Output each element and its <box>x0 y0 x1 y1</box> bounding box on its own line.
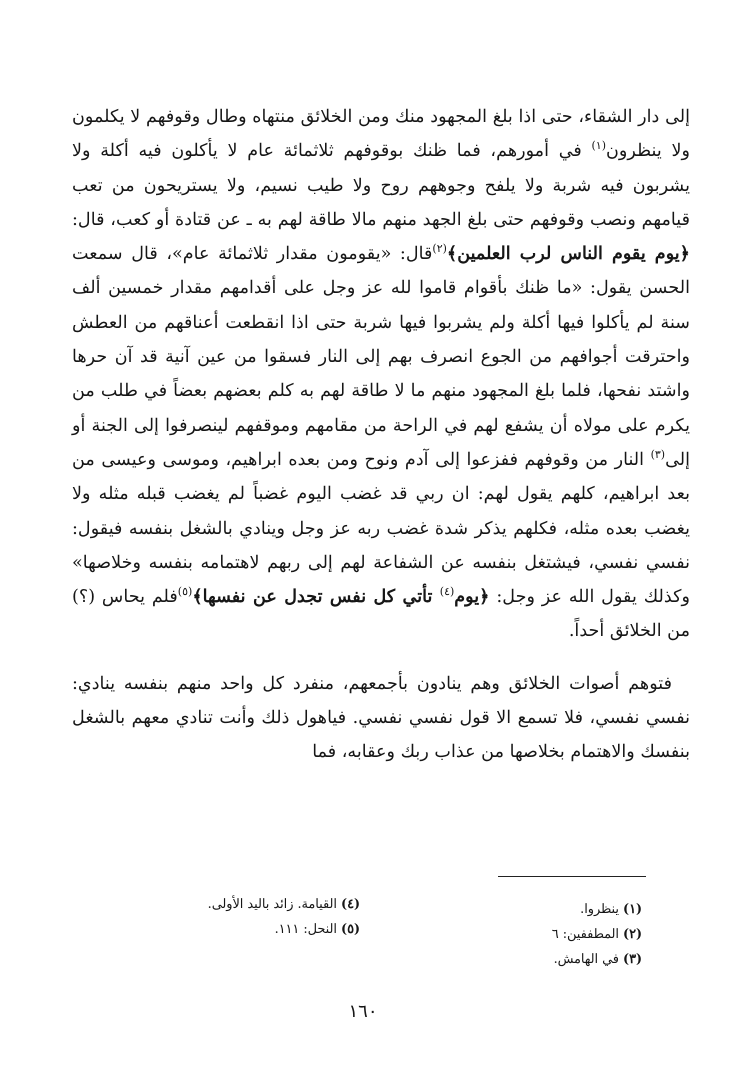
footnote-text: ينظروا. <box>580 902 623 917</box>
footnote-number: (٣) <box>623 952 642 967</box>
footnote-text: المطففين: ٦ <box>551 927 623 942</box>
main-text <box>72 100 690 770</box>
footnote-text: القيامة. زائد باليد الأولى. <box>207 897 341 912</box>
paragraph-2: فتوهم أصوات الخلائق وهم ينادون بأجمعهم، منفرد كل واحد منهم بنفسه ينادي: نفسي نفسي، فلا تسمع الا قول نفسي نفسي. فياهول ذلك وأنت تنادي معهم بالشغل بنفسك والاهتمام بخلاصها من عذاب ربك وعقابه، فما <box>72 673 690 763</box>
footnote-item <box>140 892 360 917</box>
footnote-separator <box>498 876 646 877</box>
text-run: فلم يحاس (؟) من الخلائق أحداً. <box>72 587 690 642</box>
footnote-marker: (٥) <box>177 585 193 599</box>
footnote-item <box>140 917 360 942</box>
footnote-marker: (٢) <box>432 242 447 256</box>
quran-verse: ﴿يوم يقوم الناس لرب العلمين﴾ <box>446 243 690 265</box>
text-run: إلى دار الشقاء، حتى اذا بلغ المجهود منك ومن الخلائق منتهاه وطال وقوفهم لا يكلمون ولا ينظرون <box>72 107 690 162</box>
footnote-item <box>462 897 642 922</box>
footnote-number: (١) <box>623 902 642 917</box>
footnote-number: (٢) <box>623 927 642 942</box>
footnote-marker: (١) <box>591 139 606 153</box>
text-run: قال: «يقومون مقدار ثلاثمائة عام»، قال سمعت الحسن يقول: «ما ظنك بأقوام قاموا لله عز وجل على أقدامهم مقدار خمسين ألف سنة لم يأكلوا فيها أكلة ولم يشربوا فيها شربة حتى اذا انقطعت أعناقهم من العطش واحترقت أجوافهم من الجوع انصرف بهم إلى النار فسقوا من عين آنية قد آن حرها واشتد نفحها، فلما بلغ المجهود منهم ما لا طاقة لهم به كلم بعضهم بعضاً في طلب من يكرم على مولاه أن يشفع لهم في الراحة من مقامهم وموقفهم لينصرفوا إلى الجنة أو إلى <box>72 244 690 470</box>
footnote-number: (٤) <box>341 897 360 912</box>
page-number: ١٦٠ <box>348 1001 378 1022</box>
paragraph-1 <box>72 100 690 649</box>
quran-verse: تأتي كل نفس تجدل عن نفسها﴾ <box>192 586 440 608</box>
footnote-number: (٥) <box>341 922 360 937</box>
footnote-item <box>462 922 642 947</box>
footnote-item <box>462 947 642 972</box>
footnotes-column-right <box>462 897 642 972</box>
footnotes-column-left <box>140 892 360 942</box>
text-run: النار من وقوفهم ففزعوا إلى آدم ونوح ومن بعده ابراهيم، وموسى وعيسى من بعد ابراهيم، كلهم يقول لهم: ان ربي قد غضب اليوم غضباً لم يغضب قبله مثله ولا يغضب بعده مثله، فكلهم يذكر شدة غضب ربه عز وجل وينادي بالشغل بنفسه فيقول: نفسي نفسي، فيشتغل بنفسه عن الشفاعة لهم إلى ربهم لاهتمامه بنفسه وخلاصها» وكذلك يقول الله عز وجل: <box>72 449 690 608</box>
quran-verse: ﴿يوم <box>454 586 490 608</box>
text-run: في أمورهم، فما ظنك بوقوفهم ثلاثمائة عام لا يأكلون فيه أكلة ولا يشربون فيه شربة ولا يلفح وجوههم روح ولا طيب نسيم، ولا يستريحون من تعب قيامهم ونصب وقوفهم حتى بلغ الجهد منهم مالا طاقة لهم به ـ عن قتادة أو كعب، قال: <box>72 141 690 230</box>
footnote-text: النحل: ١١١. <box>274 922 341 937</box>
footnote-text: في الهامش. <box>553 952 623 967</box>
footnote-marker: (٣) <box>650 448 666 462</box>
footnote-marker: (٤) <box>439 585 455 599</box>
